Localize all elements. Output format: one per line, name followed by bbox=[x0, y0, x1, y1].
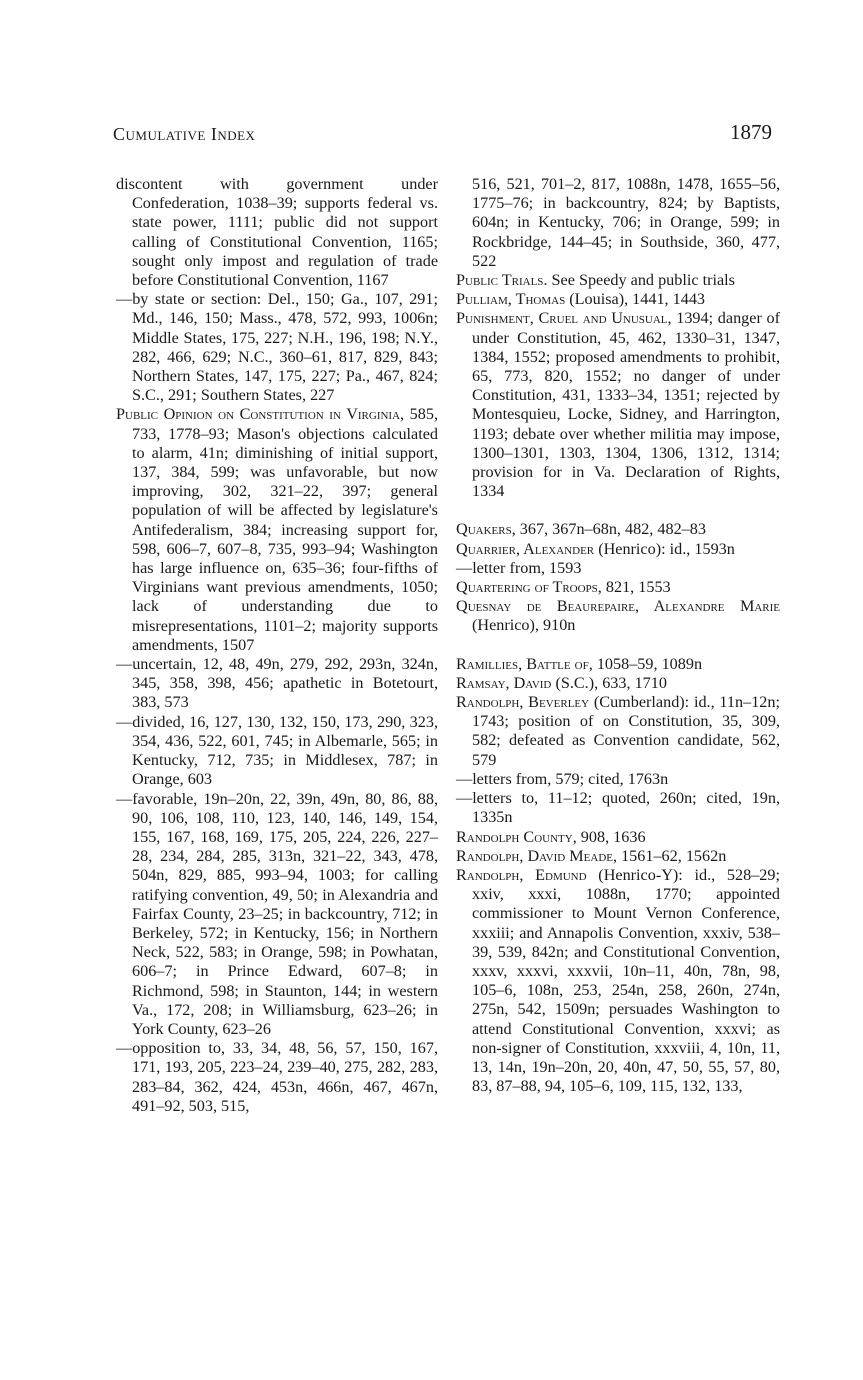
entry-heading: Quarrier, Alexander bbox=[456, 539, 595, 558]
entry-text: , 1561–62, 1562n bbox=[612, 846, 727, 865]
index-entry bbox=[116, 713, 438, 790]
entry-text: . See Speedy and public trials bbox=[543, 271, 735, 290]
index-entry bbox=[456, 559, 780, 578]
index-entry bbox=[456, 693, 780, 770]
entry-text: (Louisa), 1441, 1443 bbox=[565, 290, 706, 309]
entry-gap bbox=[456, 501, 780, 520]
index-entry bbox=[456, 578, 780, 597]
index-entry bbox=[116, 290, 438, 405]
entry-heading: Punishment, Cruel and Unusual bbox=[456, 309, 668, 328]
entry-heading: Randolph County bbox=[456, 827, 573, 846]
entry-text: , 1058–59, 1089n bbox=[588, 654, 703, 673]
entry-text: , 367, 367n–68n, 482, 482–83 bbox=[511, 520, 706, 539]
index-entry bbox=[456, 655, 780, 674]
left-column bbox=[116, 175, 438, 1116]
entry-heading: Public Trials bbox=[456, 271, 544, 290]
entry-heading: Ramillies, Battle of bbox=[456, 654, 589, 673]
index-entry bbox=[116, 655, 438, 713]
entry-heading: Randolph, David Meade bbox=[456, 846, 613, 865]
entry-heading: Ramsay, David bbox=[456, 673, 552, 692]
entry-text: discontent with government under Confederation, 1038–39; supports federal vs. state power, 1111; public did not support calling of Constitutional Convention, 1165; sought only impost and regulation of trade before Constitutional Convention, 1167 bbox=[116, 175, 438, 290]
index-entry bbox=[456, 674, 780, 693]
index-entry bbox=[456, 597, 780, 635]
entry-heading: Quesnay de Beaurepaire, Alexandre Marie bbox=[456, 597, 780, 616]
page-number: 1879 bbox=[730, 120, 772, 144]
right-column bbox=[456, 175, 780, 1096]
index-entry bbox=[116, 1039, 438, 1116]
entry-text: —letters from, 579; cited, 1763n bbox=[456, 769, 669, 788]
entry-heading: Quakers bbox=[456, 520, 512, 539]
index-entry bbox=[116, 790, 438, 1040]
entry-heading: Pulliam, Thomas bbox=[456, 290, 566, 309]
entry-text: —opposition to, 33, 34, 48, 56, 57, 150, 167, 171, 193, 205, 223–24, 239–40, 275, 282, 283, 283–84, 362, 424, 453n, 466n, 467, 467n, 491–92, 503, 515, bbox=[116, 1039, 438, 1115]
entry-heading: Quartering of Troops bbox=[456, 578, 598, 597]
index-entry bbox=[456, 866, 780, 1096]
index-entry bbox=[456, 520, 780, 539]
index-entry bbox=[116, 175, 438, 290]
index-entry bbox=[456, 540, 780, 559]
index-entry bbox=[116, 405, 438, 655]
entry-text: —divided, 16, 127, 130, 132, 150, 173, 290, 323, 354, 436, 522, 601, 745; in Albemarle, 565; in Kentucky, 712, 735; in Middlesex, 787; in Orange, 603 bbox=[116, 712, 438, 789]
entry-text: , 1394; danger of under Constitution, 45, 462, 1330–31, 1347, 1384, 1552; proposed amendments to prohibit, 65, 773, 820, 1552; no danger of under Constitution, 431, 1333–34, 1351; rejected by Montesquieu, Locke, Sidney, and Harrington, 1193; debate over whether militia may impose, 1300–1301, 1303, 1304, 1306, 1312, 1314; provision for in Va. Declaration of Rights, 1334 bbox=[472, 309, 780, 501]
entry-text: —uncertain, 12, 48, 49n, 279, 292, 293n, 324n, 345, 358, 398, 456; apathetic in Botetourt, 383, 573 bbox=[116, 655, 438, 712]
entry-text: , 821, 1553 bbox=[597, 578, 671, 597]
entry-text: —favorable, 19n–20n, 22, 39n, 49n, 80, 86, 88, 90, 106, 108, 110, 123, 140, 146, 149, 154, 155, 167, 168, 169, 175, 205, 224, 226, 227–28, 234, 284, 285, 313n, 321–22, 343, 478, 504n, 829, 885, 993–94, 1003; for calling ratifying convention, 49, 50; in Alexandria and Fairfax County, 23–25; in backcountry, 712; in Berkeley, 572; in Kentucky, 156; in Northern Neck, 522, 583; in Orange, 598; in Powhatan, 606–7; in Prince Edward, 607–8; in Richmond, 598; in Staunton, 144; in western Va., 172, 208; in Williamsburg, 623–26; in York County, 623–26 bbox=[116, 789, 438, 1038]
entry-heading: Randolph, Edmund bbox=[456, 865, 587, 884]
index-entry bbox=[456, 271, 780, 290]
entry-text: —letter from, 1593 bbox=[456, 558, 582, 577]
running-head: Cumulative Index bbox=[113, 124, 256, 144]
entry-text: (Henrico): id., 1593n bbox=[594, 539, 735, 558]
index-entry bbox=[456, 309, 780, 501]
entry-text: , 585, 733, 1778–93; Mason's objections calculated to alarm, 41n; diminishing of initial support, 137, 384, 599; was unfavorable, but now improving, 302, 321–22, 397; general population of will be affected by legislature's Antifederalism, 384; increasing support for, 598, 606–7, 607–8, 735, 993–94; Washington has large influence on, 635–36; four-fifths of Virginians want previous amendments, 1050; lack of understanding due to misrepresentations, 1101–2; majority supports amendments, 1507 bbox=[132, 405, 439, 654]
index-entry bbox=[456, 847, 780, 866]
index-entry bbox=[456, 290, 780, 309]
index-entry bbox=[456, 789, 780, 827]
entry-text: (Henrico), 910n bbox=[472, 616, 576, 635]
index-entry bbox=[456, 770, 780, 789]
entry-text: —by state or section: Del., 150; Ga., 107, 291; Md., 146, 150; Mass., 478, 572, 993, 1006n; Middle States, 175, 227; N.H., 196, 198; N.Y., 282, 466, 629; N.C., 360–61, 817, 829, 843; Northern States, 147, 175, 227; Pa., 467, 824; S.C., 291; Southern States, 227 bbox=[116, 290, 438, 405]
entry-text: (Henrico-Y): id., 528–29; xxiv, xxxi, 1088n, 1770; appointed commissioner to Mount Vernon Conference, xxxiii; and Annapolis Convention, xxxiv, 538–39, 539, 842n; and Constitutional Convention, xxxv, xxxvi, xxxvii, 10n–11, 40n, 78n, 98, 105–6, 108n, 253, 254n, 258, 260n, 274n, 275n, 542, 1509n; persuades Washington to attend Constitutional Convention, xxxvi; as non-signer of Constitution, xxxviii, 4, 10n, 11, 13, 14n, 19n–20n, 20, 40n, 47, 50, 55, 57, 80, 83, 87–88, 94, 105–6, 109, 115, 132, 133, bbox=[472, 865, 780, 1096]
entry-heading: Public Opinion on Constitution in Virginia bbox=[116, 405, 401, 424]
index-entry bbox=[456, 828, 780, 847]
entry-text: (Cumberland): id., 11n–12n; 1743; position of on Constitution, 35, 309, 582; defeated as Convention candidate, 562, 579 bbox=[472, 693, 780, 769]
entry-text: —letters to, 11–12; quoted, 260n; cited, 19n, 1335n bbox=[456, 789, 780, 827]
entry-text: , 908, 1636 bbox=[572, 827, 646, 846]
entry-heading: Randolph, Beverley bbox=[456, 693, 590, 712]
entry-text: (S.C.), 633, 1710 bbox=[551, 673, 667, 692]
index-entry bbox=[456, 175, 780, 271]
entry-gap bbox=[456, 636, 780, 655]
entry-text: 516, 521, 701–2, 817, 1088n, 1478, 1655–56, 1775–76; in backcountry, 824; by Baptists, 604n; in Kentucky, 706; in Orange, 599; in Rockbridge, 144–45; in Southside, 360, 477, 522 bbox=[472, 175, 780, 270]
